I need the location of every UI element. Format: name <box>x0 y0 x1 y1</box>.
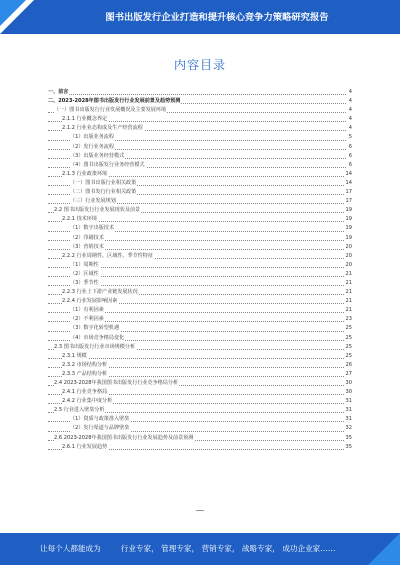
footer-slogan <box>40 543 335 554</box>
toc-entry[interactable] <box>48 361 352 370</box>
toc-entry-page: 31 <box>345 416 352 423</box>
toc-entry-page: 25 <box>345 352 352 359</box>
toc-entry[interactable] <box>48 197 352 206</box>
toc-entry-page: 4 <box>348 116 352 123</box>
toc-entry[interactable] <box>48 379 352 388</box>
toc-entry-page: 6 <box>348 161 352 168</box>
toc-entry[interactable] <box>48 315 352 324</box>
toc-entry-page: 25 <box>345 325 352 332</box>
toc-entry[interactable] <box>48 224 352 233</box>
toc-entry[interactable] <box>48 133 352 142</box>
toc-entry-label: （2）不利因素 <box>70 316 104 323</box>
toc-entry-label: 2.1.1 行业概念界定 <box>62 116 108 123</box>
toc-entry-page: 4 <box>348 125 352 132</box>
toc-entry-page: 25 <box>345 343 352 350</box>
toc-entry-label: 2.2.1 技术环境 <box>62 216 97 223</box>
toc-entry-label: （3）数字化转型机遇 <box>70 325 120 332</box>
toc-entry-label: 2.5 行业进入壁垒分析 <box>54 407 105 414</box>
toc-entry[interactable] <box>48 288 352 297</box>
toc-entry-page: 14 <box>345 170 352 177</box>
toc-entry-label: （一）图书出版发行行业发展概况及主要发展环境 <box>54 107 167 114</box>
toc-entry-label: 2.1.2 行业业态构成及生产经营流程 <box>62 125 143 132</box>
toc-entry[interactable] <box>48 370 352 379</box>
toc-entry-page: 19 <box>345 216 352 223</box>
toc-entry-page: 6 <box>348 143 352 150</box>
header-corner-accent <box>0 0 26 26</box>
toc-entry-page: 21 <box>345 298 352 305</box>
toc-entry-page: 6 <box>348 152 352 159</box>
toc-entry[interactable] <box>48 143 352 152</box>
toc-entry[interactable] <box>48 306 352 315</box>
toc-entry-page: 4 <box>348 98 352 105</box>
toc-entry[interactable] <box>48 188 352 197</box>
toc-entry-page: 35 <box>345 434 352 441</box>
toc-entry-label: 二、2023-2028年图书出版发行行业发展前景及趋势预测 <box>48 98 181 105</box>
toc-entry-label: （2）发行渠道与品牌壁垒 <box>70 425 130 432</box>
toc-entry-page: 4 <box>348 89 352 95</box>
toc-entry[interactable] <box>48 424 352 433</box>
toc-entry[interactable] <box>48 106 352 115</box>
toc-entry-page: 19 <box>345 234 352 241</box>
toc-entry-page: 21 <box>345 307 352 314</box>
toc-heading: 内容目录 <box>173 58 226 72</box>
toc-entry[interactable] <box>48 243 352 252</box>
toc-entry-label: 2.1.3 行业政策环境 <box>62 170 108 177</box>
toc-entry-page: 32 <box>345 425 352 432</box>
toc-entry-page: 19 <box>345 207 352 214</box>
page-marker <box>196 510 204 511</box>
toc-entry-page: 30 <box>345 389 352 396</box>
toc-entry[interactable] <box>48 270 352 279</box>
toc-entry[interactable] <box>48 170 352 179</box>
footer-role-2: 管理专家， <box>161 544 200 553</box>
toc-entry-label: 一、前言 <box>48 89 69 95</box>
toc-entry-label: （二）图书发行行业相关政策 <box>70 189 137 196</box>
toc-entry[interactable] <box>48 152 352 161</box>
toc-entry-label: （4）图书出版发行业务经营模式 <box>70 161 145 168</box>
toc-entry[interactable] <box>48 215 352 224</box>
toc-entry[interactable] <box>48 406 352 415</box>
toc-entry[interactable] <box>48 88 352 97</box>
toc-entry-page: 17 <box>345 198 352 205</box>
toc-entry[interactable] <box>48 252 352 261</box>
toc-entry-label: 2.4.1 行业竞争格局 <box>62 389 108 396</box>
toc-entry-label: 2.2.2 行业周期性、区域性、季节性特征 <box>62 252 153 259</box>
toc-entry-label: （1）周期性 <box>70 261 99 268</box>
toc-entry-label: （3）营销技术 <box>70 243 104 250</box>
toc-entry-page: 20 <box>345 252 352 259</box>
toc-entry-page: 4 <box>348 107 352 114</box>
toc-entry[interactable] <box>48 443 352 452</box>
toc-entry-label: （3）季节性 <box>70 279 99 286</box>
toc-entry-page: 17 <box>345 189 352 196</box>
toc-entry-page: 20 <box>345 261 352 268</box>
toc-entry[interactable] <box>48 261 352 270</box>
toc-entry[interactable] <box>48 124 352 133</box>
toc-entry[interactable] <box>48 324 352 333</box>
toc-entry-page: 26 <box>345 361 352 368</box>
toc-entry-label: 2.4.2 行业集中度分析 <box>62 398 113 405</box>
toc-entry-label: 2.6 2023-2028年我国图书出版发行行业发展趋势及前景预测 <box>54 434 194 441</box>
toc-entry[interactable] <box>48 279 352 288</box>
toc-entry-page: 21 <box>345 270 352 277</box>
toc-entry-label: （三）行业发展规划 <box>70 198 116 205</box>
toc-entry-page: 20 <box>345 243 352 250</box>
toc-entry[interactable] <box>48 415 352 424</box>
toc-entry-page: 5 <box>348 134 352 141</box>
toc-entry-page: 14 <box>345 179 352 186</box>
toc-entry[interactable] <box>48 161 352 170</box>
toc-entry-page: 27 <box>345 370 352 377</box>
toc-entry[interactable] <box>48 179 352 188</box>
toc-entry[interactable] <box>48 97 352 106</box>
toc-entry[interactable] <box>48 388 352 397</box>
toc-entry-label: （4）市场竞争格局变化 <box>70 334 125 341</box>
footer-lead: 让每个人都能成为 <box>40 544 101 553</box>
footer-corner-decoration <box>368 533 400 565</box>
footer-role-4: 战略专家， <box>241 544 280 553</box>
toc-entry[interactable] <box>48 115 352 124</box>
toc-leader-dots <box>48 94 346 95</box>
report-title: 图书出版发行企业打造和提升核心竞争力策略研究报告 <box>105 12 329 23</box>
toc-entry-page: 31 <box>345 407 352 414</box>
toc-entry-label: 2.2 图书出版发行行业发展现状及前景 <box>54 207 141 214</box>
toc-entry-label: 2.6.1 行业发展趋势 <box>62 443 108 450</box>
footer-role-3: 营销专家， <box>201 544 240 553</box>
toc-entry[interactable] <box>48 352 352 361</box>
toc-entry[interactable] <box>48 234 352 243</box>
toc-entry[interactable] <box>48 434 352 443</box>
toc-entry-label: 2.3.3 产品结构分析 <box>62 370 108 377</box>
toc-entry[interactable] <box>48 334 352 343</box>
toc-entry-page: 25 <box>345 334 352 341</box>
toc-entry-label: 2.3 图书出版发行行业市场规模分析 <box>54 343 136 350</box>
toc-entry-page: 31 <box>345 398 352 405</box>
toc-entry-page: 19 <box>345 225 352 232</box>
toc-entry-label: 2.3.2 市场结构分析 <box>62 361 108 368</box>
toc-entry-page: 21 <box>345 279 352 286</box>
toc-entry-label: （1）出版业务流程 <box>70 134 114 141</box>
toc-entry-label: （2）发行业务流程 <box>70 143 114 150</box>
toc-entry-label: 2.2.3 行业上下游产业链发展状况 <box>62 289 138 296</box>
toc-entry-page: 21 <box>345 289 352 296</box>
toc-entry-label: （1）数字出版技术 <box>70 225 114 232</box>
toc-entry[interactable] <box>48 206 352 215</box>
toc-entry-label: （2）印刷技术 <box>70 234 104 241</box>
toc-entry[interactable] <box>48 297 352 306</box>
toc-entry[interactable] <box>48 397 352 406</box>
toc-entry-label: （1）资质与政策准入壁垒 <box>70 416 130 423</box>
toc-leader-dots <box>48 358 346 359</box>
toc-entry[interactable] <box>48 343 352 352</box>
toc-entry-page: 30 <box>345 380 352 386</box>
toc-entry-label: 2.3.1 规模 <box>62 352 87 359</box>
toc-entry-label: （1）有利因素 <box>70 307 104 314</box>
toc-entry-label: 2.2.4 行业发展影响因素 <box>62 298 118 305</box>
toc-entry-label: （2）区域性 <box>70 270 99 277</box>
toc-entry-page: 23 <box>345 316 352 323</box>
toc-entry-label: 2.4 2023-2028年我国图书出版发行行业竞争格局分析 <box>54 380 179 386</box>
toc-entry-label: （3）出版业务经营模式 <box>70 152 125 159</box>
footer-role-1: 行业专家， <box>120 544 159 553</box>
table-of-contents <box>48 88 352 452</box>
toc-entry-page: 35 <box>345 443 352 450</box>
toc-entry-label: （一）图书出版行业相关政策 <box>70 179 137 186</box>
footer-role-5: 成功企业家…… <box>282 544 336 553</box>
